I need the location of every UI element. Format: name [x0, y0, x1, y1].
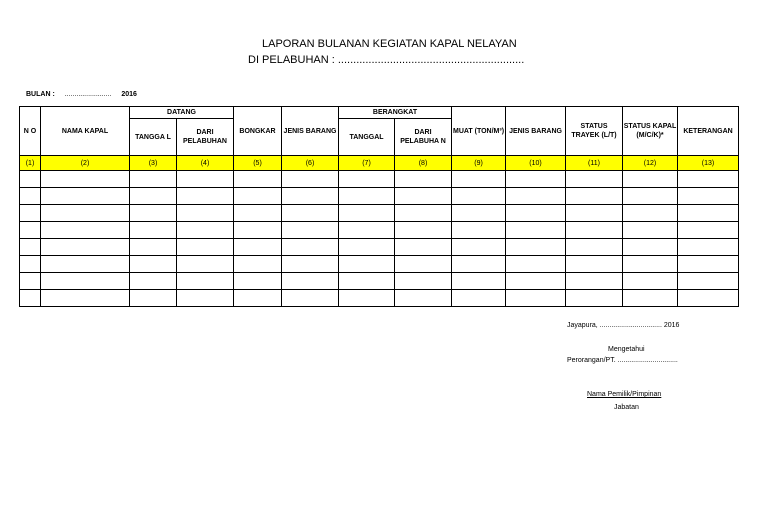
table-cell — [395, 256, 452, 273]
table-cell — [395, 171, 452, 188]
table-cell — [234, 188, 282, 205]
table-cell — [339, 171, 395, 188]
header-berangkat-dari: DARI PELABUHA N — [395, 119, 452, 156]
place-date: Jayapura, ................................ 2016 — [567, 322, 680, 329]
table-cell — [130, 290, 177, 307]
report-table — [19, 106, 739, 307]
header-bongkar: BONGKAR — [234, 107, 282, 156]
header-datang-tanggal: TANGGA L — [130, 119, 177, 156]
table-cell — [678, 290, 739, 307]
table-cell — [395, 222, 452, 239]
column-number: (9) — [452, 156, 506, 171]
table-cell — [566, 188, 623, 205]
table-cell — [566, 290, 623, 307]
table-cell — [41, 239, 130, 256]
header-status-kapal: STATUS KAPAL (M/C/K)* — [623, 107, 678, 156]
table-cell — [41, 273, 130, 290]
column-number: (8) — [395, 156, 452, 171]
table-row — [20, 239, 739, 256]
table-cell — [177, 188, 234, 205]
table-cell — [678, 256, 739, 273]
table-cell — [130, 188, 177, 205]
table-cell — [395, 205, 452, 222]
table-cell — [234, 239, 282, 256]
table-cell — [452, 222, 506, 239]
header-jenis-barang-1: JENIS BARANG — [282, 107, 339, 156]
table-cell — [339, 205, 395, 222]
table-cell — [130, 256, 177, 273]
table-cell — [282, 273, 339, 290]
table-cell — [282, 222, 339, 239]
table-cell — [234, 273, 282, 290]
table-cell — [339, 222, 395, 239]
table-row — [20, 222, 739, 239]
table-cell — [130, 171, 177, 188]
column-number: (13) — [678, 156, 739, 171]
month-label: BULAN : — [26, 91, 55, 98]
table-cell — [20, 171, 41, 188]
table-cell — [678, 222, 739, 239]
table-cell — [506, 222, 566, 239]
table-cell — [41, 205, 130, 222]
table-cell — [339, 239, 395, 256]
table-cell — [177, 256, 234, 273]
table-cell — [282, 290, 339, 307]
table-cell — [395, 239, 452, 256]
table-cell — [452, 205, 506, 222]
column-number: (11) — [566, 156, 623, 171]
table-cell — [234, 205, 282, 222]
table-cell — [234, 171, 282, 188]
table-cell — [41, 290, 130, 307]
table-cell — [623, 222, 678, 239]
table-cell — [566, 256, 623, 273]
table-row — [20, 205, 739, 222]
table-cell — [452, 188, 506, 205]
table-cell — [41, 222, 130, 239]
month-year: 2016 — [121, 91, 137, 98]
table-cell — [566, 205, 623, 222]
column-number: (3) — [130, 156, 177, 171]
table-cell — [20, 273, 41, 290]
table-cell — [20, 205, 41, 222]
table-cell — [282, 205, 339, 222]
table-cell — [234, 256, 282, 273]
table-cell — [623, 290, 678, 307]
header-nama-kapal: NAMA KAPAL — [41, 107, 130, 156]
table-cell — [395, 188, 452, 205]
column-number: (5) — [234, 156, 282, 171]
table-cell — [566, 171, 623, 188]
table-cell — [339, 273, 395, 290]
table-cell — [623, 239, 678, 256]
table-cell — [177, 290, 234, 307]
owner-name-line: Nama Pemilik/Pimpinan — [587, 391, 662, 398]
table-cell — [177, 171, 234, 188]
table-cell — [339, 256, 395, 273]
table-cell — [41, 256, 130, 273]
table-cell — [20, 222, 41, 239]
table-cell — [452, 256, 506, 273]
harbor-line: DI PELABUHAN : ............................................................. — [248, 54, 525, 66]
report-title: LAPORAN BULANAN KEGIATAN KAPAL NELAYAN — [262, 38, 517, 50]
table-cell — [130, 239, 177, 256]
table-cell — [506, 171, 566, 188]
table-cell — [623, 205, 678, 222]
column-number: (2) — [41, 156, 130, 171]
table-cell — [177, 205, 234, 222]
table-cell — [177, 222, 234, 239]
table-cell — [678, 273, 739, 290]
table-cell — [566, 239, 623, 256]
month-dots: ........................ — [64, 91, 112, 98]
table-cell — [506, 290, 566, 307]
table-cell — [506, 205, 566, 222]
table-row — [20, 171, 739, 188]
table-cell — [282, 256, 339, 273]
column-number: (1) — [20, 156, 41, 171]
table-cell — [282, 188, 339, 205]
table-cell — [623, 188, 678, 205]
table-cell — [177, 273, 234, 290]
table-row — [20, 290, 739, 307]
table-cell — [452, 290, 506, 307]
header-keterangan: KETERANGAN — [678, 107, 739, 156]
column-number: (12) — [623, 156, 678, 171]
table-cell — [678, 171, 739, 188]
table-cell — [452, 273, 506, 290]
table-cell — [506, 239, 566, 256]
header-berangkat-tanggal: TANGGAL — [339, 119, 395, 156]
table-cell — [282, 171, 339, 188]
mengetahui-label: Mengetahui — [608, 346, 645, 353]
table-cell — [130, 222, 177, 239]
table-cell — [130, 205, 177, 222]
header-berangkat: BERANGKAT — [339, 107, 452, 119]
column-number: (7) — [339, 156, 395, 171]
header-status-trayek: STATUS TRAYEK (L/T) — [566, 107, 623, 156]
column-number: (6) — [282, 156, 339, 171]
header-muat: MUAT (TON/M³) — [452, 107, 506, 156]
jabatan-label: Jabatan — [614, 404, 639, 411]
table-cell — [506, 188, 566, 205]
table-cell — [41, 171, 130, 188]
month-line — [26, 91, 137, 98]
perorangan-line: Perorangan/PT. ............................... — [567, 357, 678, 364]
table-cell — [130, 273, 177, 290]
table-cell — [678, 239, 739, 256]
table-cell — [623, 171, 678, 188]
table-cell — [506, 256, 566, 273]
table-cell — [452, 171, 506, 188]
table-cell — [20, 290, 41, 307]
table-cell — [339, 290, 395, 307]
table-cell — [234, 222, 282, 239]
table-cell — [623, 273, 678, 290]
table-cell — [506, 273, 566, 290]
table-cell — [177, 239, 234, 256]
table-cell — [282, 239, 339, 256]
column-number: (4) — [177, 156, 234, 171]
header-no: N O — [20, 107, 41, 156]
table-cell — [20, 239, 41, 256]
column-number: (10) — [506, 156, 566, 171]
column-number-row — [20, 156, 739, 171]
table-row — [20, 273, 739, 290]
table-cell — [20, 256, 41, 273]
table-cell — [566, 222, 623, 239]
header-datang-dari: DARI PELABUHAN — [177, 119, 234, 156]
table-row — [20, 256, 739, 273]
table-cell — [452, 239, 506, 256]
table-cell — [566, 273, 623, 290]
table-cell — [623, 256, 678, 273]
header-jenis-barang-2: JENIS BARANG — [506, 107, 566, 156]
header-datang: DATANG — [130, 107, 234, 119]
table-cell — [41, 188, 130, 205]
table-cell — [234, 290, 282, 307]
table-cell — [395, 273, 452, 290]
table-cell — [678, 188, 739, 205]
table-cell — [395, 290, 452, 307]
table-cell — [339, 188, 395, 205]
table-cell — [20, 188, 41, 205]
table-cell — [678, 205, 739, 222]
table-row — [20, 188, 739, 205]
